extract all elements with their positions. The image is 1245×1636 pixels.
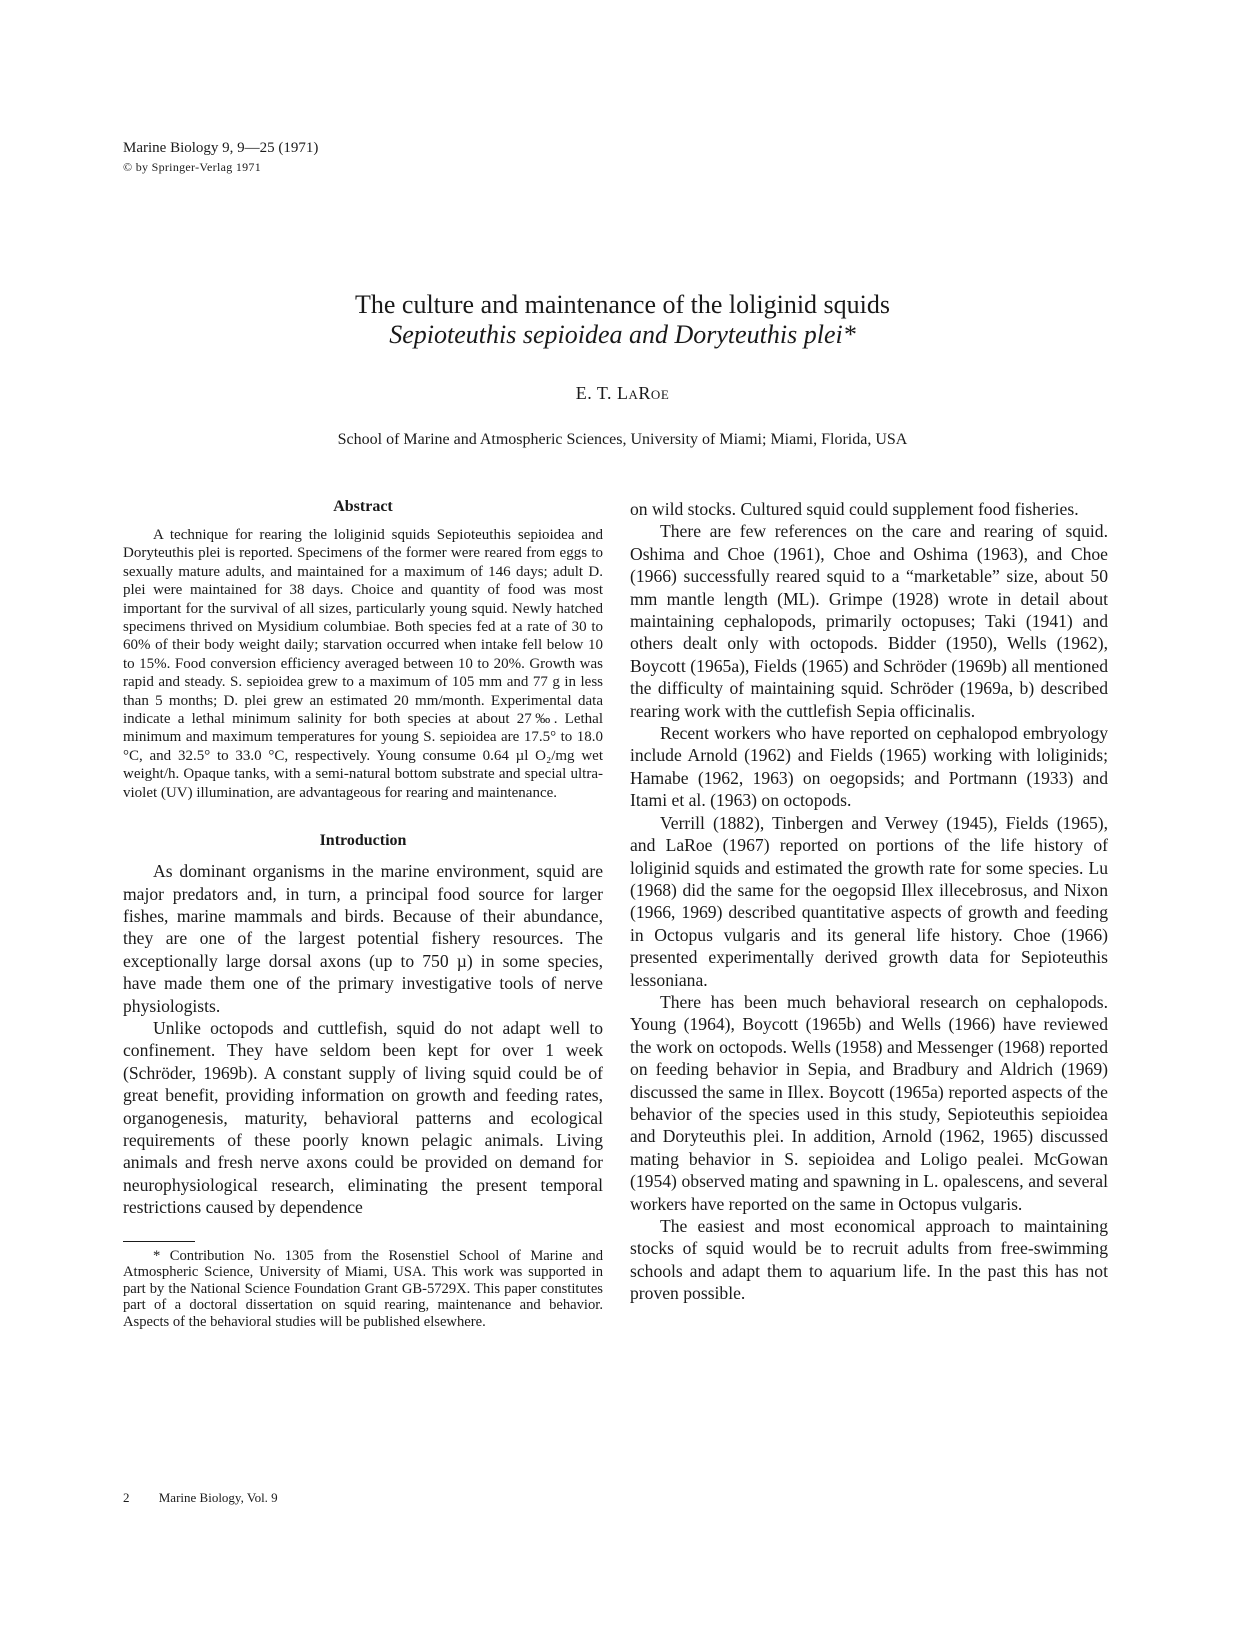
footnote-rule (123, 1241, 195, 1242)
right-paragraph-3: Verrill (1882), Tinbergen and Verwey (1945), Fields (1965), and LaRoe (1967) reported on portions of the life history of loliginid squids and estimated the growth rate for some species. Lu (1968) did the same for the oegopsid Illex illecebrosus, and Nixon (1966, 1969) described quantitative aspects of growth and feeding in Octopus vulgaris and its general life history. Choe (1966) presented experimentally derived growth data for Sepioteuthis lessoniana. (630, 812, 1108, 990)
author-name: E. T. LaRoe (575, 383, 670, 403)
left-column (123, 498, 603, 1331)
copyright-notice: © by Springer-Verlag 1971 (123, 160, 262, 174)
right-column (630, 498, 1108, 1305)
right-paragraph-2: Recent workers who have reported on cephalopod embryology include Arnold (1962) and Fields (1965) working with loliginids; Hamabe (1962, 1963) on oegopsids; and Portmann (1933) and Itami et al. (1963) on octopods. (630, 723, 1108, 811)
footnote: * Contribution No. 1305 from the Rosenstiel School of Marine and Atmospheric Science, University of Miami, USA. This work was supported in part by the National Science Foundation Grant GB-5729X. This paper constitutes part of a doctoral dissertation on squid rearing, maintenance and behavior. Aspects of the behavioral studies will be published elsewhere. (123, 1247, 603, 1330)
title-line-2: Sepioteuthis sepioidea and Doryteuthis plei* (389, 320, 856, 349)
abstract-heading: Abstract (333, 498, 393, 515)
page-number: 2 (123, 1490, 130, 1505)
right-paragraph-1: There are few references on the care and rearing of squid. Oshima and Choe (1961), Choe and Oshima (1963), and Choe (1966) successfully reared squid to a “marketable” size, about 50 mm mantle length (ML). Grimpe (1928) wrote in detail about maintaining cephalopods, primarily octopuses; Taki (1941) and others dealt only with octopods. Bidder (1950), Wells (1962), Boycott (1965a), Fields (1965) and Schröder (1969b) all mentioned the difficulty of maintaining squid. Schröder (1969a, b) described rearing work with the cuttlefish Sepia officinalis. (630, 521, 1108, 721)
journal-citation: Marine Biology 9, 9—25 (1971) (123, 140, 319, 156)
intro-paragraph-2: Unlike octopods and cuttlefish, squid do not adapt well to confinement. They have seldom been kept for over 1 week (Schröder, 1969b). A constant supply of living squid could be of great benefit, providing information on growth and feeding rates, organogenesis, maturity, behavioral patterns and ecological requirements of these poorly known pelagic animals. Living animals and fresh nerve axons could be provided on demand for neurophysiological research, eliminating the present temporal restrictions caused by dependence (123, 1017, 603, 1218)
abstract-section (123, 498, 603, 802)
intro-paragraph-1: As dominant organisms in the marine environment, squid are major predators and, in turn, a principal food source for larger fishes, marine mammals and birds. Because of their abundance, they are one of the largest potential fishery resources. The exceptionally large dorsal axons (up to 750 µ) in some species, have made them one of the primary investigative tools of nerve physiologists. (123, 861, 603, 1016)
introduction-heading: Introduction (319, 832, 407, 850)
introduction-section (123, 832, 603, 1219)
paper-title (0, 290, 1245, 350)
footer-journal-ref: Marine Biology, Vol. 9 (158, 1490, 278, 1505)
journal-header (123, 139, 318, 177)
right-paragraph-0: on wild stocks. Cultured squid could supplement food fisheries. (630, 499, 1079, 519)
title-line-1: The culture and maintenance of the loliginid squids (354, 290, 891, 319)
right-paragraph-4: There has been much behavioral research on cephalopods. Young (1964), Boycott (1965b) and Wells (1966) have reviewed the work on octopods. Wells (1958) and Messenger (1968) reported on feeding behavior in Sepia, and Bradbury and Aldrich (1969) discussed the same in Illex. Boycott (1965a) reported aspects of the behavior of the species used in this study, Sepioteuthis sepioidea and Doryteuthis plei. In addition, Arnold (1962, 1965) discussed mating behavior in S. sepioidea and Loligo pealei. McGowan (1954) observed mating and spawning in L. opalescens, and several workers have reported on the same in Octopus vulgaris. (630, 991, 1108, 1214)
page-footer (123, 1490, 304, 1506)
abstract-text: A technique for rearing the loliginid squids Sepioteuthis sepioidea and Doryteuthis plei is reported. Specimens of the former were reared from eggs to sexually mature adults, and maintained for a maximum of 146 days; adult D. plei were maintained for 38 days. Choice and quantity of food was most important for the survival of all sizes, particularly young squid. Newly hatched specimens thrived on Mysidium columbiae. Both species fed at a rate of 30 to 60% of their body weight daily; starvation occurred when intake fell below 10 to 15%. Food conversion efficiency averaged between 10 to 20%. Growth was rapid and steady. S. sepioidea grew to a maximum of 105 mm and 77 g in less than 5 months; D. plei grew an estimated 20 mm/month. Experimental data indicate a lethal minimum salinity for both species at about 27‰. Lethal minimum and maximum temperatures for young S. sepioidea are 17.5° to 18.0 °C, and 32.5° to 33.0 °C, respectively. Young consume 0.64 µl O₂/mg wet weight/h. Opaque tanks, with a semi-natural bottom substrate and special ultra-violet (UV) illumination, are advantageous for rearing and maintenance. (123, 527, 603, 801)
author-affiliation: School of Marine and Atmospheric Sciences, University of Miami; Miami, Florida, USA (337, 431, 908, 448)
right-paragraph-5: The easiest and most economical approach to maintaining stocks of squid would be to recruit adults from free-swimming schools and adapt them to aquarium life. In the past this has not proven possible. (630, 1216, 1108, 1304)
